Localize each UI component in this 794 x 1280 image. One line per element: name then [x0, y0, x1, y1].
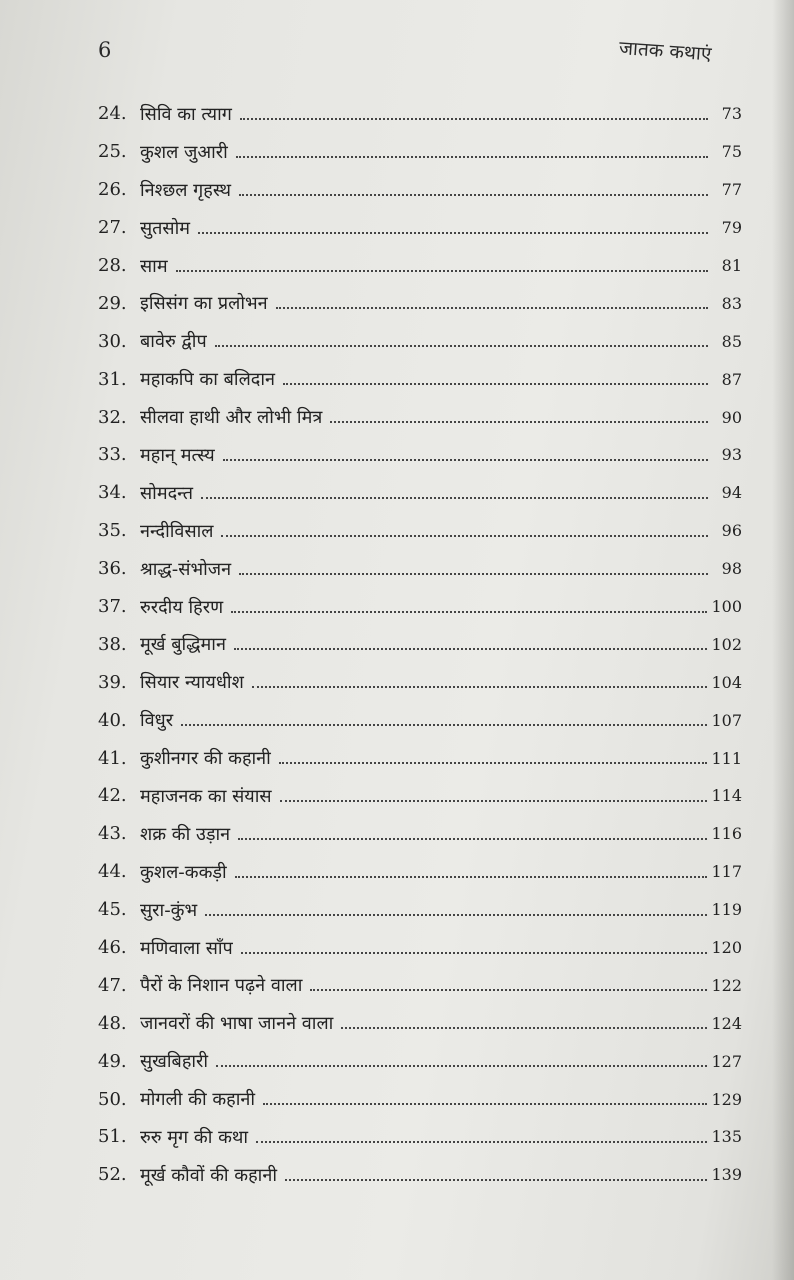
toc-entry-number: 32.: [98, 406, 127, 428]
toc-entry-page: 102: [711, 634, 742, 654]
toc-dot-leader: [263, 1103, 707, 1105]
toc-entry-number: 50.: [98, 1088, 127, 1110]
table-of-contents: [98, 95, 742, 1194]
toc-entry-title: सीलवा हाथी और लोभी मित्र: [140, 407, 323, 429]
toc-entry: [98, 1004, 742, 1042]
running-head: जातक कथाएं: [618, 36, 713, 66]
toc-entry-title: सिवि का त्याग: [140, 103, 232, 125]
toc-dot-leader: [341, 1027, 707, 1029]
toc-entry-title: निश्छल गृहस्थ: [140, 179, 232, 201]
toc-entry-number: 43.: [98, 823, 127, 845]
toc-entry-page: 85: [721, 331, 742, 351]
toc-entry-page: 129: [711, 1089, 742, 1109]
toc-dot-leader: [239, 194, 708, 196]
toc-entry-page: 100: [711, 597, 742, 617]
toc-entry-number: 48.: [98, 1012, 127, 1034]
toc-entry-page: 81: [721, 256, 742, 275]
toc-entry-number: 39.: [98, 671, 127, 693]
toc-dot-leader: [330, 421, 708, 423]
toc-entry-page: 94: [721, 483, 742, 503]
toc-dot-leader: [235, 876, 708, 878]
toc-entry-number: 41.: [98, 747, 127, 769]
toc-entry-number: 38.: [98, 633, 127, 655]
toc-entry: [98, 436, 742, 474]
toc-entry-title: मूर्ख कौवों की कहानी: [140, 1164, 277, 1186]
toc-entry-page: 135: [711, 1127, 742, 1147]
toc-entry: [98, 815, 742, 853]
toc-entry-page: 116: [711, 824, 742, 844]
toc-entry-number: 45.: [98, 899, 127, 921]
toc-entry-title: विधुर: [140, 710, 174, 732]
toc-dot-leader: [181, 724, 707, 726]
toc-entry: [98, 966, 742, 1004]
toc-entry: [98, 1080, 742, 1118]
toc-entry-number: 37.: [98, 596, 127, 618]
toc-dot-leader: [176, 270, 708, 272]
toc-dot-leader: [285, 1179, 707, 1181]
toc-entry-number: 35.: [98, 520, 127, 542]
toc-entry-page: 119: [711, 900, 742, 920]
toc-entry-title: सोमदन्त: [140, 482, 193, 504]
toc-entry-page: 114: [711, 786, 742, 806]
toc-entry-number: 31.: [98, 368, 127, 390]
toc-entry: [98, 209, 742, 247]
toc-entry-title: सुरा-कुंभ: [140, 899, 198, 921]
toc-entry-title: बावेरु द्वीप: [140, 331, 207, 353]
toc-entry: [98, 474, 742, 512]
toc-entry: [98, 284, 742, 322]
toc-entry-title: जानवरों की भाषा जानने वाला: [140, 1013, 334, 1035]
toc-entry: [98, 360, 742, 398]
toc-entry: [98, 95, 742, 133]
toc-entry-number: 24.: [98, 103, 127, 125]
toc-entry-page: 104: [711, 672, 742, 692]
toc-dot-leader: [239, 573, 708, 575]
page-number: 6: [98, 38, 112, 62]
toc-entry-title: श्राद्ध-संभोजन: [140, 558, 232, 580]
toc-entry-title: मूर्ख बुद्धिमान: [140, 634, 226, 656]
toc-entry: [98, 625, 742, 663]
toc-entry-title: महाजनक का संयास: [140, 785, 272, 807]
toc-entry-number: 34.: [98, 482, 127, 504]
toc-entry: [98, 1118, 742, 1156]
toc-entry: [98, 588, 742, 626]
toc-entry-title: मोगली की कहानी: [140, 1089, 256, 1111]
toc-entry-page: 111: [711, 748, 742, 768]
page-edge-shadow: [772, 0, 794, 1280]
toc-entry-page: 124: [711, 1013, 742, 1033]
toc-entry-page: 98: [721, 559, 742, 579]
toc-dot-leader: [240, 118, 708, 120]
toc-dot-leader: [280, 800, 708, 802]
toc-entry-number: 33.: [98, 444, 127, 466]
toc-entry-page: 79: [721, 218, 742, 238]
toc-entry-title: शक्र की उड़ान: [140, 823, 231, 845]
toc-entry-page: 75: [721, 142, 742, 162]
toc-dot-leader: [201, 497, 708, 499]
toc-entry-page: 87: [721, 369, 742, 389]
toc-entry: [98, 853, 742, 891]
toc-entry-page: 117: [711, 862, 742, 882]
toc-entry-title: पैरों के निशान पढ़ने वाला: [140, 975, 303, 997]
toc-entry-page: 73: [721, 104, 742, 124]
toc-entry-page: 90: [721, 407, 742, 427]
toc-entry-title: सियार न्यायधीश: [140, 672, 244, 694]
toc-entry: [98, 247, 742, 285]
toc-entry-title: मणिवाला साँप: [140, 937, 233, 959]
toc-dot-leader: [252, 686, 708, 688]
toc-entry-number: 27.: [98, 217, 127, 239]
toc-entry-title: महान् मत्स्य: [140, 444, 215, 466]
toc-entry: [98, 322, 742, 360]
toc-entry: [98, 701, 742, 739]
toc-dot-leader: [283, 383, 708, 385]
toc-dot-leader: [198, 232, 708, 234]
toc-dot-leader: [236, 156, 708, 158]
toc-entry: [98, 891, 742, 929]
toc-dot-leader: [216, 1065, 707, 1067]
toc-dot-leader: [231, 611, 707, 613]
toc-entry-number: 28.: [98, 255, 127, 276]
toc-entry-number: 40.: [98, 709, 127, 731]
toc-entry-number: 47.: [98, 974, 127, 996]
toc-entry: [98, 929, 742, 967]
toc-dot-leader: [234, 648, 708, 650]
toc-entry-title: रुरु मृग की कथा: [140, 1126, 249, 1148]
toc-entry-number: 49.: [98, 1050, 127, 1072]
toc-entry-page: 77: [721, 180, 742, 200]
toc-entry-number: 44.: [98, 861, 127, 883]
toc-entry-number: 36.: [98, 558, 127, 580]
toc-entry: [98, 398, 742, 436]
toc-dot-leader: [221, 535, 708, 537]
toc-dot-leader: [215, 345, 708, 347]
toc-entry-page: 93: [721, 445, 742, 465]
toc-entry-title: नन्दीविसाल: [140, 520, 214, 542]
toc-entry: [98, 550, 742, 588]
toc-entry: [98, 171, 742, 209]
toc-entry: [98, 1156, 742, 1194]
toc-entry-number: 25.: [98, 141, 127, 163]
toc-entry-title: सुतसोम: [140, 217, 191, 239]
toc-entry-page: 96: [721, 521, 742, 541]
toc-dot-leader: [223, 459, 708, 461]
toc-entry-number: 52.: [98, 1164, 127, 1186]
toc-dot-leader: [205, 914, 707, 916]
toc-dot-leader: [256, 1141, 707, 1143]
toc-entry-number: 29.: [98, 292, 127, 314]
toc-entry-page: 127: [711, 1051, 742, 1071]
toc-entry-title: साम: [140, 255, 168, 277]
toc-entry-page: 107: [711, 710, 742, 730]
toc-dot-leader: [310, 989, 707, 991]
toc-entry-title: कुशल जुआरी: [140, 141, 228, 163]
toc-entry: [98, 1042, 742, 1080]
toc-dot-leader: [279, 762, 708, 764]
toc-entry: [98, 512, 742, 550]
toc-entry: [98, 777, 742, 815]
toc-entry-title: सुखबिहारी: [140, 1051, 209, 1073]
toc-entry-title: महाकपि का बलिदान: [140, 369, 275, 391]
toc-entry: [98, 663, 742, 701]
toc-entry-page: 83: [721, 293, 742, 313]
toc-entry: [98, 133, 742, 171]
toc-entry-page: 139: [711, 1165, 742, 1185]
toc-entry: [98, 739, 742, 777]
toc-entry-number: 46.: [98, 937, 127, 959]
toc-entry-title: इसिसंग का प्रलोभन: [140, 293, 268, 315]
toc-entry-page: 120: [711, 938, 742, 958]
toc-entry-number: 42.: [98, 785, 127, 807]
toc-entry-number: 30.: [98, 330, 127, 352]
toc-entry-title: कुशीनगर की कहानी: [140, 748, 271, 770]
toc-entry-page: 122: [711, 975, 742, 995]
toc-entry-title: कुशल-ककड़ी: [140, 861, 227, 883]
toc-dot-leader: [238, 838, 707, 840]
toc-dot-leader: [241, 952, 708, 954]
toc-entry-title: रुरदीय हिरण: [140, 596, 224, 618]
toc-dot-leader: [276, 307, 708, 309]
toc-entry-number: 51.: [98, 1126, 127, 1148]
toc-entry-number: 26.: [98, 179, 127, 201]
